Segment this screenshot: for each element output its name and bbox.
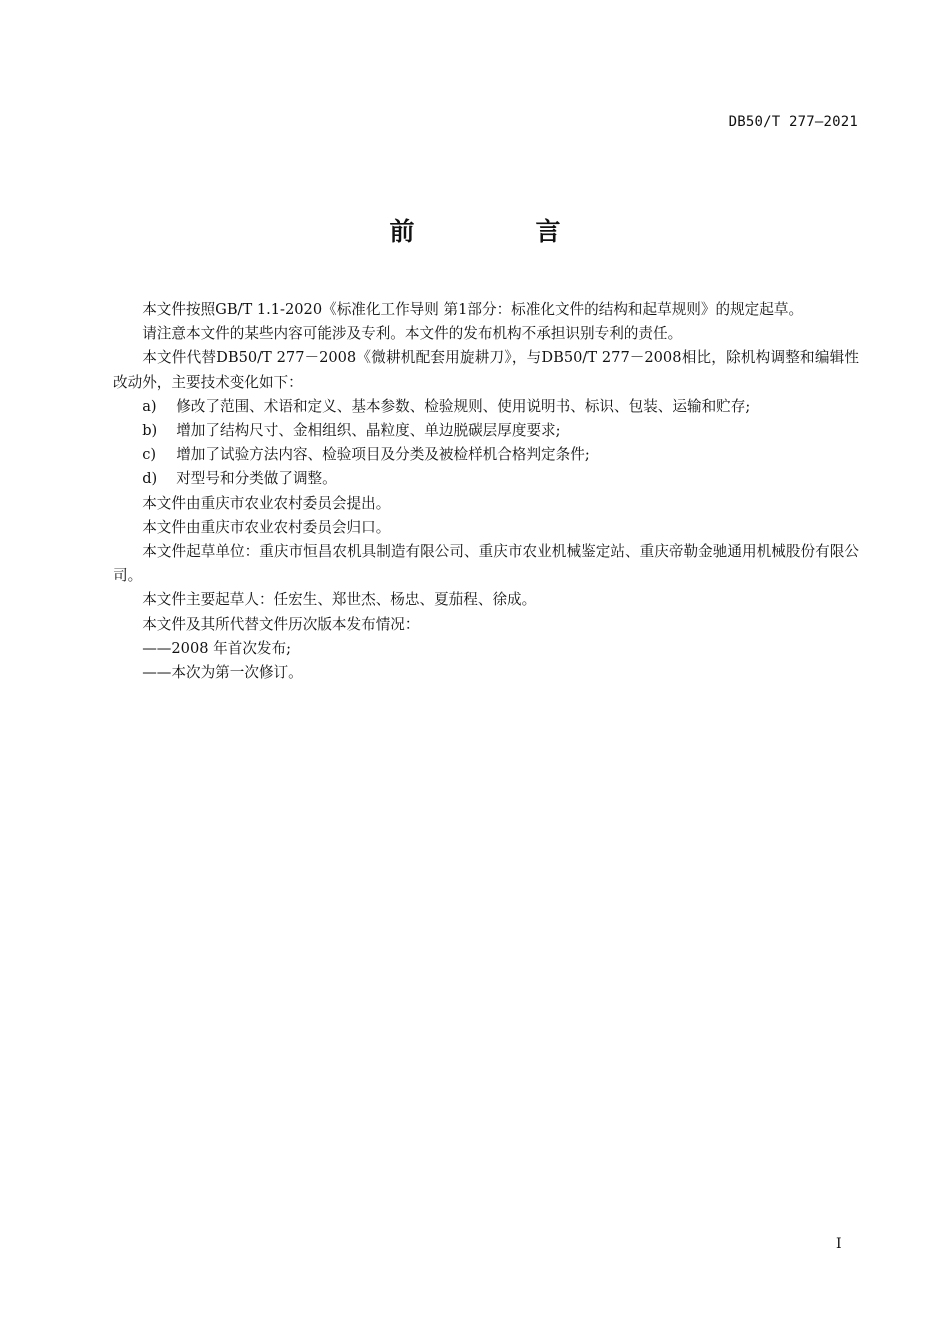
list-item-text: 修改了范围、术语和定义、基本参数、检验规则、使用说明书、标识、包装、运输和贮存; [176, 397, 751, 415]
list-item [113, 419, 859, 443]
history-item: ——本次为第一次修订。 [142, 664, 303, 682]
document-code: DB50/T 277—2021 [728, 114, 858, 130]
list-marker: a) [142, 397, 157, 415]
list-marker: c) [142, 446, 157, 464]
paragraph-drafting-units: 本文件起草单位：重庆市恒昌农机具制造有限公司、重庆市农业机械鉴定站、重庆帝勒金驰通用机械股份有限公司。 [113, 543, 859, 585]
paragraph-standard-basis: 本文件按照GB/T 1.1-2020《标准化工作导则 第1部分：标准化文件的结构和起草规则》的规定起草。 [142, 301, 804, 318]
page-title: 前 言 [389, 217, 609, 246]
foreword-body [113, 298, 859, 685]
paragraph-version-history: 本文件及其所代替文件历次版本发布情况： [142, 615, 420, 633]
list-item-text: 增加了结构尺寸、金相组织、晶粒度、单边脱碳层厚度要求; [176, 422, 561, 440]
paragraph-proposer: 本文件由重庆市农业农村委员会提出。 [142, 494, 391, 512]
paragraph-drafters: 本文件主要起草人：任宏生、郑世杰、杨忠、夏茄程、徐成。 [142, 591, 537, 609]
paragraph-replacement: 本文件代替DB50/T 277－2008《微耕机配套用旋耕刀》，与DB50/T 277－2008相比，除机构调整和编辑性改动外，主要技术变化如下： [113, 349, 859, 391]
list-item [113, 443, 859, 467]
list-item-text: 增加了试验方法内容、检验项目及分类及被检样机合格判定条件; [176, 446, 590, 464]
list-marker: d) [142, 470, 158, 488]
history-item: ——2008 年首次发布; [142, 639, 292, 657]
paragraph-patent-notice: 请注意本文件的某些内容可能涉及专利。本文件的发布机构不承担识别专利的责任。 [142, 325, 683, 343]
list-item [113, 467, 859, 491]
list-item [113, 395, 859, 419]
list-item-text: 对型号和分类做了调整。 [176, 470, 337, 488]
list-marker: b) [142, 422, 158, 440]
page-number: I [836, 1236, 842, 1252]
paragraph-administrator: 本文件由重庆市农业农村委员会归口。 [142, 518, 391, 536]
